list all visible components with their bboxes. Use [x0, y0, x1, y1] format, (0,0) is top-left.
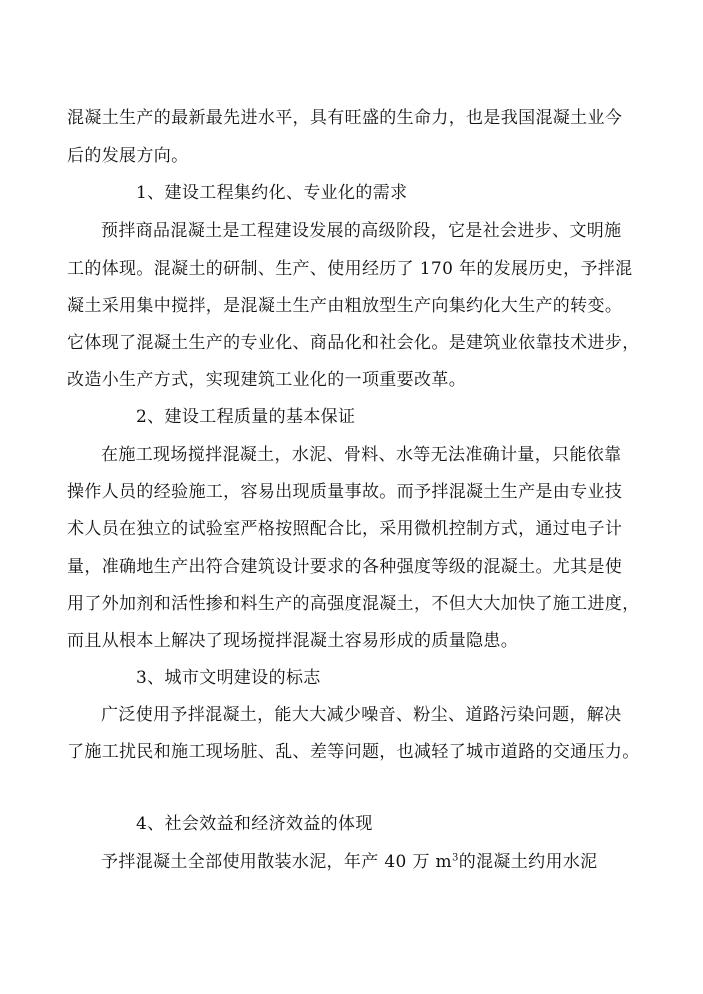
cubic-superscript: 3 [452, 852, 459, 864]
section1-line-3: 凝土采用集中搅拌，是混凝土生产由粗放型生产向集约化大生产的转变。 [67, 296, 623, 316]
intro-line-2: 后的发展方向。 [67, 146, 189, 166]
section2-line-6: 而且从根本上解决了现场搅拌混凝土容易形成的质量隐患。 [67, 631, 519, 651]
section4-line-1 [101, 850, 598, 874]
section1-line-4: 它体现了混凝土生产的专业化、商品化和社会化。是建筑业依靠技术进步， [67, 333, 640, 353]
section1-heading: 1、建设工程集约化、专业化的需求 [136, 183, 408, 203]
section1-line-2: 工的体现。混凝土的研制、生产、使用经历了 170 年的发展历史，予拌混 [67, 259, 633, 279]
section2-line-4: 量，准确地生产出符合建筑设计要求的各种强度等级的混凝土。尤其是使 [67, 557, 623, 577]
section3-line-2: 了施工扰民和施工现场脏、乱、差等问题，也减轻了城市道路的交通压力。 [67, 742, 640, 762]
section4-line-prefix: 予拌混凝土全部使用散装水泥，年产 40 万 m [101, 852, 453, 872]
section2-heading: 2、建设工程质量的基本保证 [136, 407, 356, 427]
section4-heading: 4、社会效益和经济效益的体现 [136, 814, 373, 834]
section1-line-5: 改造小生产方式，实现建筑工业化的一项重要改革。 [67, 370, 467, 390]
intro-line-1: 混凝土生产的最新最先进水平，具有旺盛的生命力，也是我国混凝土业今 [67, 108, 623, 128]
section3-line-1: 广泛使用予拌混凝土，能大大减少噪音、粉尘、道路污染问题，解决 [101, 705, 622, 725]
section2-line-3: 术人员在独立的试验室严格按照配合比，采用微机控制方式，通过电子计 [67, 519, 623, 539]
section4-line-suffix: 的混凝土约用水泥 [458, 852, 598, 872]
section2-line-5: 用了外加剂和活性掺和料生产的高强度混凝土，不但大大加快了施工进度， [67, 594, 640, 614]
section2-line-2: 操作人员的经验施工，容易出现质量事故。而予拌混凝土生产是由专业技 [67, 482, 623, 502]
section1-line-1: 预拌商品混凝土是工程建设发展的高级阶段，它是社会进步、文明施 [101, 221, 622, 241]
section2-line-1: 在施工现场搅拌混凝土，水泥、骨料、水等无法准确计量，只能依靠 [101, 445, 622, 465]
section3-heading: 3、城市文明建设的标志 [136, 668, 321, 688]
